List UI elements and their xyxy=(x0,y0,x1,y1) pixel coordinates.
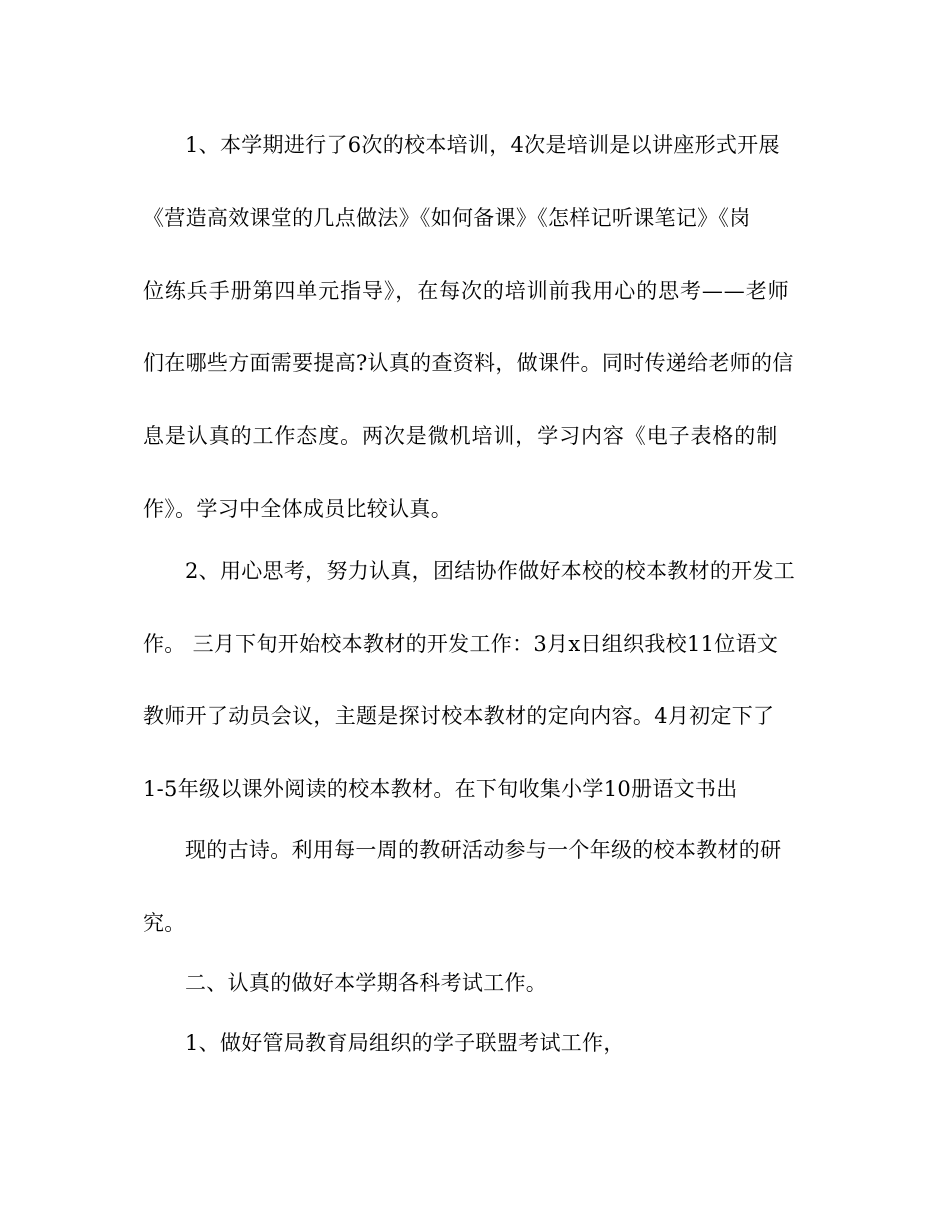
paragraph-line-12: 究。 xyxy=(143,911,186,935)
paragraph-line-7: 2、用心思考，努力认真，团结协作做好本校的校本教材的开发工 xyxy=(185,559,796,583)
paragraph-line-6: 作》。学习中全体成员比较认真。 xyxy=(143,497,452,521)
paragraph-line-4: 们在哪些方面需要提高?认真的查资料，做课件。同时传递给老师的信 xyxy=(143,351,794,375)
paragraph-line-9: 教师开了动员会议，主题是探讨校本教材的定向内容。4月初定下了 xyxy=(143,704,775,728)
paragraph-line-8: 作。 三月下旬开始校本教材的开发工作：3月x日组织我校11位语文 xyxy=(143,632,779,656)
paragraph-line-5: 息是认真的工作态度。两次是微机培训，学习内容《电子表格的制 xyxy=(143,424,779,448)
paragraph-line-10: 1-5年级以课外阅读的校本教材。在下旬收集小学10册语文书出 xyxy=(143,777,738,801)
section-heading-2: 二、认真的做好本学期各科考试工作。 xyxy=(185,971,548,995)
paragraph-line-1: 1、本学期进行了6次的校本培训，4次是培训是以讲座形式开展 xyxy=(185,133,780,157)
paragraph-line-2: 《营造高效课堂的几点做法》《如何备课》《怎样记听课笔记》《岗 xyxy=(143,206,751,230)
paragraph-line-11: 现的古诗。利用每一周的教研活动参与一个年级的校本教材的研 xyxy=(185,838,782,862)
paragraph-line-3: 位练兵手册第四单元指导》，在每次的培训前我用心的思考——老师 xyxy=(143,279,790,303)
paragraph-line-14: 1、做好管局教育局组织的学子联盟考试工作， xyxy=(185,1031,625,1055)
